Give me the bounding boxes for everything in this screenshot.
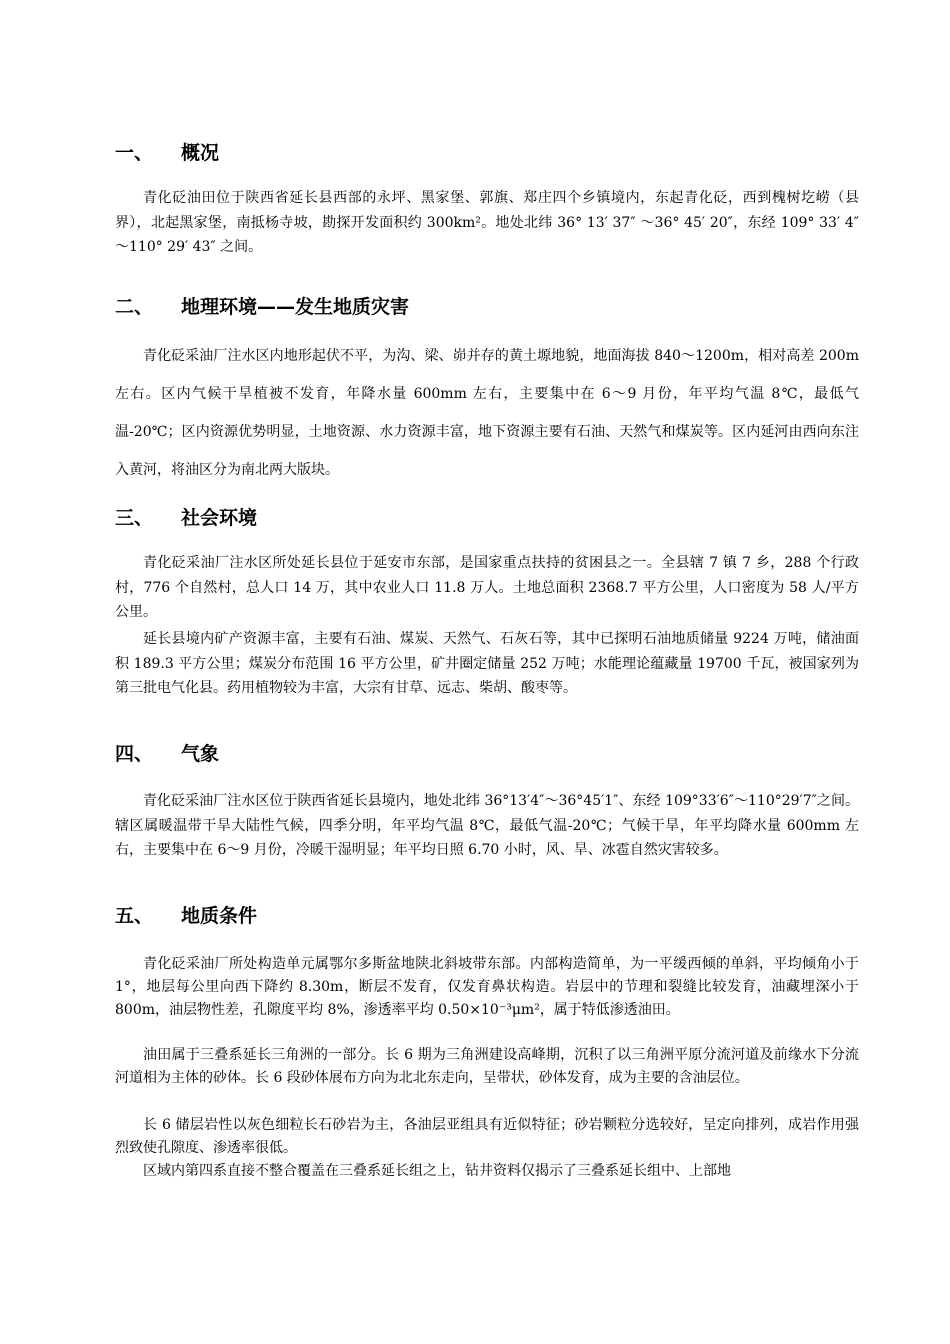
section-heading-geography xyxy=(115,295,409,319)
section-title: 概况 xyxy=(181,142,220,164)
paragraph: 长 6 储层岩性以灰色细粒长石砂岩为主，各油层亚组具有近似特征；砂岩颗粒分选较好，呈定向排列，成岩作用强烈致使孔隙度、渗透率很低。 xyxy=(115,1117,859,1156)
section-number: 一、 xyxy=(115,142,154,164)
section-number: 五、 xyxy=(115,905,154,927)
section-title: 气象 xyxy=(181,743,220,765)
paragraph: 青化砭采油厂注水区所处延长县位于延安市东部，是国家重点扶持的贫困县之一。全县辖 7 镇 7 乡，288 个行政村，776 个自然村，总人口 14 万，其中农业人口 11.8 万人。土地总面积 2368.7 平方公里，人口密度为 58 人/平方公里。 xyxy=(115,555,859,620)
section-heading-society xyxy=(115,506,257,530)
section-title: 地理环境——发生地质灾害 xyxy=(181,296,410,318)
section-heading-geology xyxy=(115,904,257,928)
section-heading-weather xyxy=(115,742,219,766)
section-number: 三、 xyxy=(115,507,154,529)
paragraph: 延长县境内矿产资源丰富，主要有石油、煤炭、天然气、石灰石等，其中已探明石油地质储量 9224 万吨，储油面积 189.3 平方公里；煤炭分布范围 16 平方公里，矿井圈定储量 252 万吨；水能理论蕴藏量 19700 千瓦，被国家列为第三批电气化县。药用植物较为丰富，大宗有甘草、远志、柴胡、酸枣等。 xyxy=(115,631,859,696)
paragraph: 青化砭采油厂所处构造单元属鄂尔多斯盆地陕北斜坡带东部。内部构造简单，为一平缓西倾的单斜，平均倾角小于 1°，地层每公里向西下降约 8.30m，断层不发育，仅发育鼻状构造。岩层中的节理和裂缝比较发育，油藏埋深小于 800m，油层物性差，孔隙度平均 8%，渗透率平均 0.50×10⁻³μm²，属于特低渗透油田。 xyxy=(115,956,859,1018)
paragraph: 区域内第四系直接不整合覆盖在三叠系延长组之上，钻井资料仅揭示了三叠系延长组中、上部地 xyxy=(143,1163,731,1179)
paragraph: 青化砭采油厂注水区内地形起伏不平，为沟、梁、峁并存的黄土塬地貌，地面海拔 840～1200m，相对高差 200m 左右。区内气候干旱植被不发育，年降水量 600mm 左右，主要集中在 6～9 月份，年平均气温 8℃，最低气温-20℃；区内资源优势明显，土地资源、水力资源丰富，地下资源主要有石油、天然气和煤炭等。区内延河由西向东注入黄河，将油区分为南北两大版块。 xyxy=(115,348,859,478)
paragraph: 油田属于三叠系延长三角洲的一部分。长 6 期为三角洲建设高峰期，沉积了以三角洲平原分流河道及前缘水下分流河道相为主体的砂体。长 6 段砂体展布方向为北北东走向，呈带状，砂体发育，成为主要的含油层位。 xyxy=(115,1047,859,1086)
section-heading-overview xyxy=(115,141,219,165)
section-number: 二、 xyxy=(115,296,154,318)
paragraph: 青化砭采油厂注水区位于陕西省延长县境内，地处北纬 36°13′4″～36°45′1″、东经 109°33′6″～110°29′7″之间。辖区属暖温带干旱大陆性气候，四季分明，年平均气温 8℃，最低气温-20℃；气候干旱，年平均降水量 600mm 左右，主要集中在 6～9 月份，冷暖干湿明显；年平均日照 6.70 小时，风、旱、冰雹自然灾害较多。 xyxy=(115,793,859,858)
paragraph: 青化砭油田位于陕西省延长县西部的永坪、黑家堡、郭旗、郑庄四个乡镇境内，东起青化砭，西到槐树圪崂（县界），北起黑家堡，南抵杨寺坡，勘探开发面积约 300km²。地处北纬 36° 13′ 37″ ～36° 45′ 20″，东经 109° 33′ 4″ ～110° 29′ 43″ 之间。 xyxy=(115,190,859,255)
section-title: 地质条件 xyxy=(181,905,258,927)
section-number: 四、 xyxy=(115,743,154,765)
section-title: 社会环境 xyxy=(181,507,258,529)
